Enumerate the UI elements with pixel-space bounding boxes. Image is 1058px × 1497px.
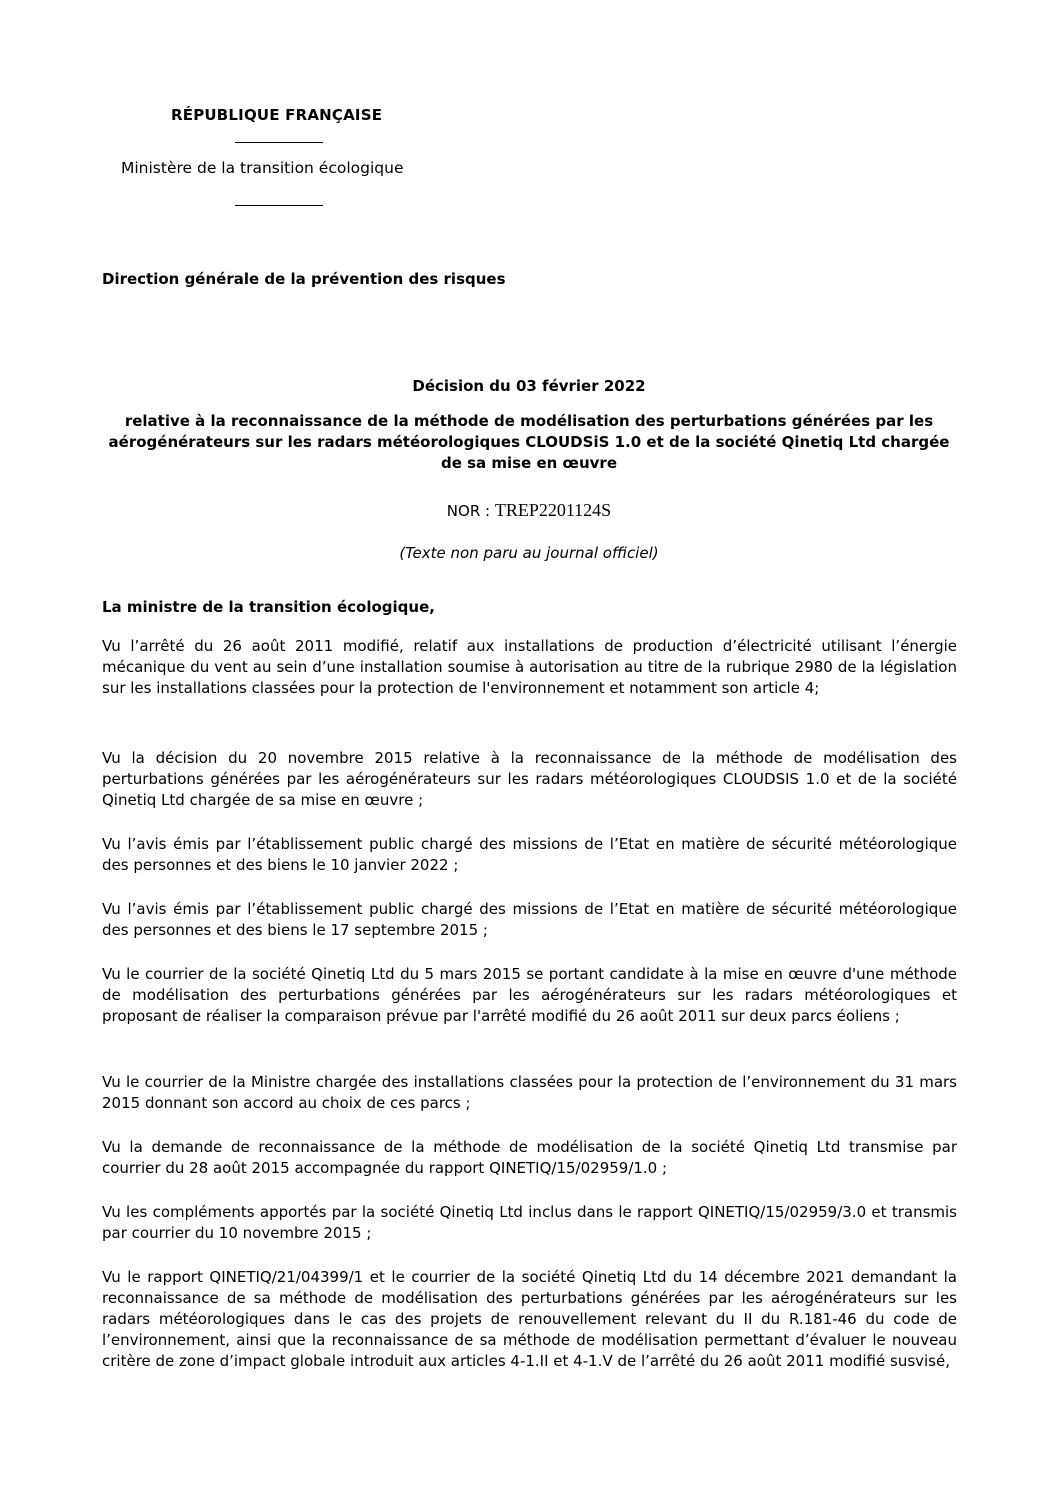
- paragraph: Vu la demande de reconnaissance de la méthode de modélisation de la société Qinetiq Ltd transmise par courrier du 28 août 2015 accompagnée du rapport QINETIQ/15/02959/1.0 ;: [102, 1138, 957, 1177]
- nor-label: NOR :: [446, 502, 495, 520]
- paragraph: Vu le courrier de la Ministre chargée des installations classées pour la protection de l’environnement du 31 mars 2015 donnant son accord au choix de ces parcs ;: [102, 1073, 957, 1112]
- ministry-name: Ministère de la transition écologique: [121, 159, 404, 177]
- paragraph: Vu les compléments apportés par la société Qinetiq Ltd inclus dans le rapport QINETIQ/15/02959/3.0 et transmis par courrier du 10 novembre 2015 ;: [102, 1203, 957, 1242]
- publication-note: (Texte non paru au journal officiel): [399, 544, 659, 562]
- country-heading: RÉPUBLIQUE FRANÇAISE: [171, 106, 383, 124]
- paragraph: Vu l’arrêté du 26 août 2011 modifié, relatif aux installations de production d’électricité utilisant l’énergie mécanique du vent au sein d’une installation soumise à autorisation au titre de la rubrique 2980 de la législation sur les installations classées pour la protection de l'environnement et notamment son article 4;: [102, 637, 957, 697]
- decision-subtitle: relative à la reconnaissance de la méthode de modélisation des perturbations générées par les aérogénérateurs sur les radars météorologiques CLOUDSiS 1.0 et de la société Qinetiq Ltd chargée de sa mise en œuvre: [108, 412, 950, 472]
- paragraph: Vu le rapport QINETIQ/21/04399/1 et le courrier de la société Qinetiq Ltd du 14 décembre 2021 demandant la reconnaissance de sa méthode de modélisation des perturbations générées par les aérogénérateurs sur les radars météorologiques dans le cas des projets de renouvellement relevant du II du R.181-46 du code de l’environnement, ainsi que la reconnaissance de sa méthode de modélisation permettant d’évaluer le nouveau critère de zone d’impact globale introduit aux articles 4-1.II et 4-1.V de l’arrêté du 26 août 2011 modifié susvisé,: [102, 1268, 957, 1370]
- header-divider: [235, 142, 323, 143]
- paragraph: Vu l’avis émis par l’établissement public chargé des missions de l’Etat en matière de sécurité météorologique des personnes et des biens le 17 septembre 2015 ;: [102, 900, 957, 939]
- decision-title: Décision du 03 février 2022: [412, 377, 646, 395]
- nor-reference: [100, 500, 958, 521]
- minister-heading: La ministre de la transition écologique,: [102, 598, 435, 616]
- paragraph: Vu l’avis émis par l’établissement public chargé des missions de l’Etat en matière de sécurité météorologique des personnes et des biens le 10 janvier 2022 ;: [102, 835, 957, 874]
- paragraph: Vu le courrier de la société Qinetiq Ltd du 5 mars 2015 se portant candidate à la mise en œuvre d'une méthode de modélisation des perturbations générées par les aérogénérateurs sur les radars météorologiques et proposant de réaliser la comparaison prévue par l'arrêté modifié du 26 août 2011 sur deux parcs éoliens ;: [102, 965, 957, 1025]
- nor-value: TREP2201124S: [494, 500, 612, 520]
- paragraph: Vu la décision du 20 novembre 2015 relative à la reconnaissance de la méthode de modélisation des perturbations générées par les aérogénérateurs sur les radars météorologiques CLOUDSIS 1.0 et de la société Qinetiq Ltd chargée de sa mise en œuvre ;: [102, 749, 957, 809]
- header-divider: [235, 205, 323, 206]
- direction-name: Direction générale de la prévention des risques: [102, 270, 506, 288]
